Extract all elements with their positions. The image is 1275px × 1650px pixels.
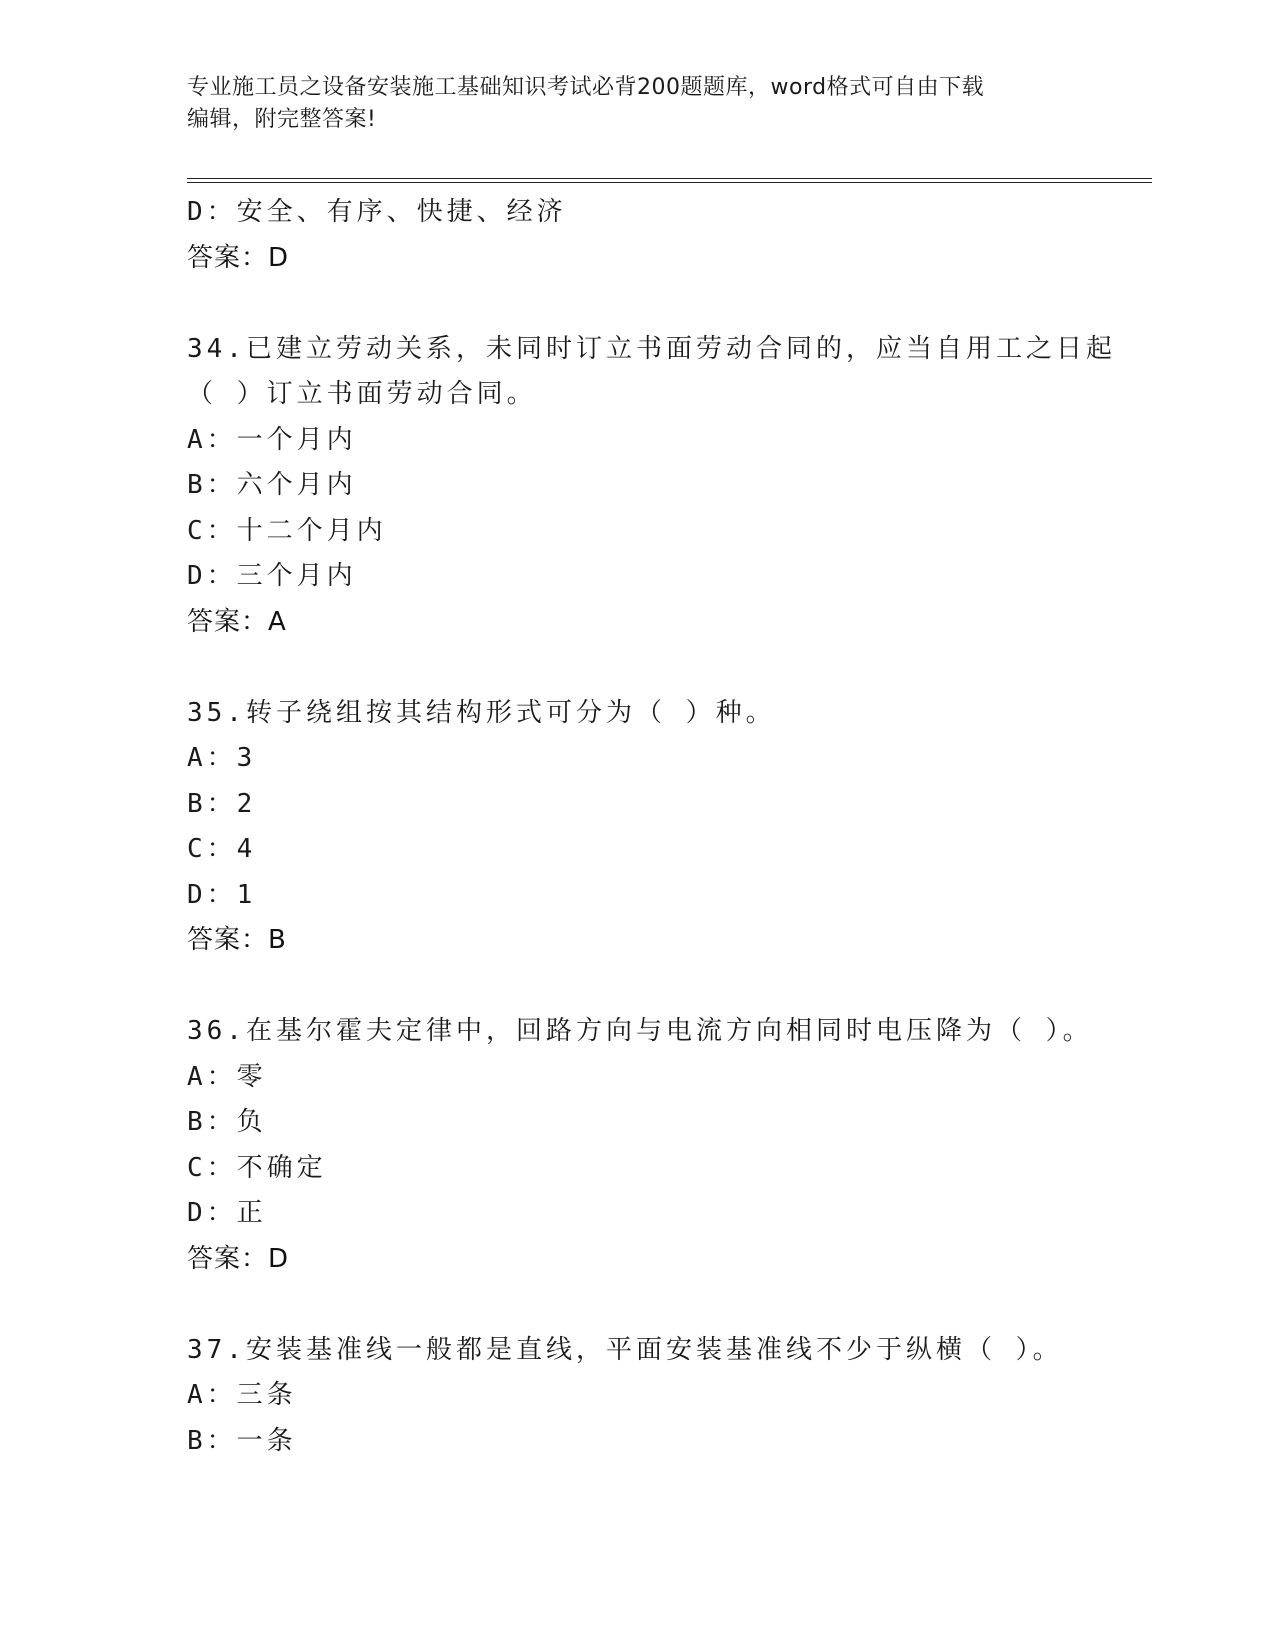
question-34 [187, 327, 1152, 646]
question-stem: 36.在基尔霍夫定律中，回路方向与电流方向相同时电压降为（ ）。 [187, 1016, 1093, 1046]
answer-label: 答案：D [187, 1243, 290, 1274]
option-a: A：零 [187, 1061, 267, 1092]
option-b: B：六个月内 [187, 470, 357, 500]
option-a: A：三条 [187, 1380, 297, 1410]
option-b: B：2 [187, 788, 257, 819]
question-list [187, 190, 1152, 1464]
header-divider [187, 178, 1152, 183]
question-36 [187, 1009, 1152, 1282]
header-title-line2: 编辑，附完整答案! [187, 107, 377, 132]
question-stem: 37.安装基准线一般都是直线，平面安装基准线不少于纵横（ ）。 [187, 1334, 1063, 1365]
question-stem: 35.转子绕组按其结构形式可分为（ ）种。 [187, 697, 776, 728]
question-stem: 34.已建立劳动关系，未同时订立书面劳动合同的，应当自用工之日起 [187, 333, 1116, 364]
option-d: D：安全、有序、快捷、经济 [187, 197, 567, 227]
answer-label: 答案：D [187, 242, 290, 273]
question-33-tail [187, 190, 1152, 281]
option-c: C：不确定 [187, 1152, 327, 1183]
question-35 [187, 691, 1152, 964]
option-b: B：负 [187, 1107, 267, 1137]
page-header [187, 72, 1087, 136]
option-d: D：1 [187, 879, 257, 910]
option-c: C：4 [187, 834, 257, 864]
option-a: A：一个月内 [187, 424, 357, 455]
question-stem-continued: （ ）订立书面劳动合同。 [187, 379, 537, 409]
spacer [187, 645, 1152, 691]
option-b: B：一条 [187, 1425, 297, 1456]
header-title-line1: 专业施工员之设备安装施工基础知识考试必背200题题库，word格式可自由下载 [187, 75, 985, 100]
question-37 [187, 1328, 1152, 1465]
spacer [187, 1282, 1152, 1328]
option-c: C：十二个月内 [187, 515, 387, 546]
answer-label: 答案：A [187, 606, 287, 637]
spacer [187, 964, 1152, 1010]
option-d: D：正 [187, 1198, 267, 1228]
option-a: A：3 [187, 743, 257, 773]
answer-label: 答案：B [187, 925, 287, 955]
spacer [187, 281, 1152, 327]
option-d: D：三个月内 [187, 561, 357, 591]
